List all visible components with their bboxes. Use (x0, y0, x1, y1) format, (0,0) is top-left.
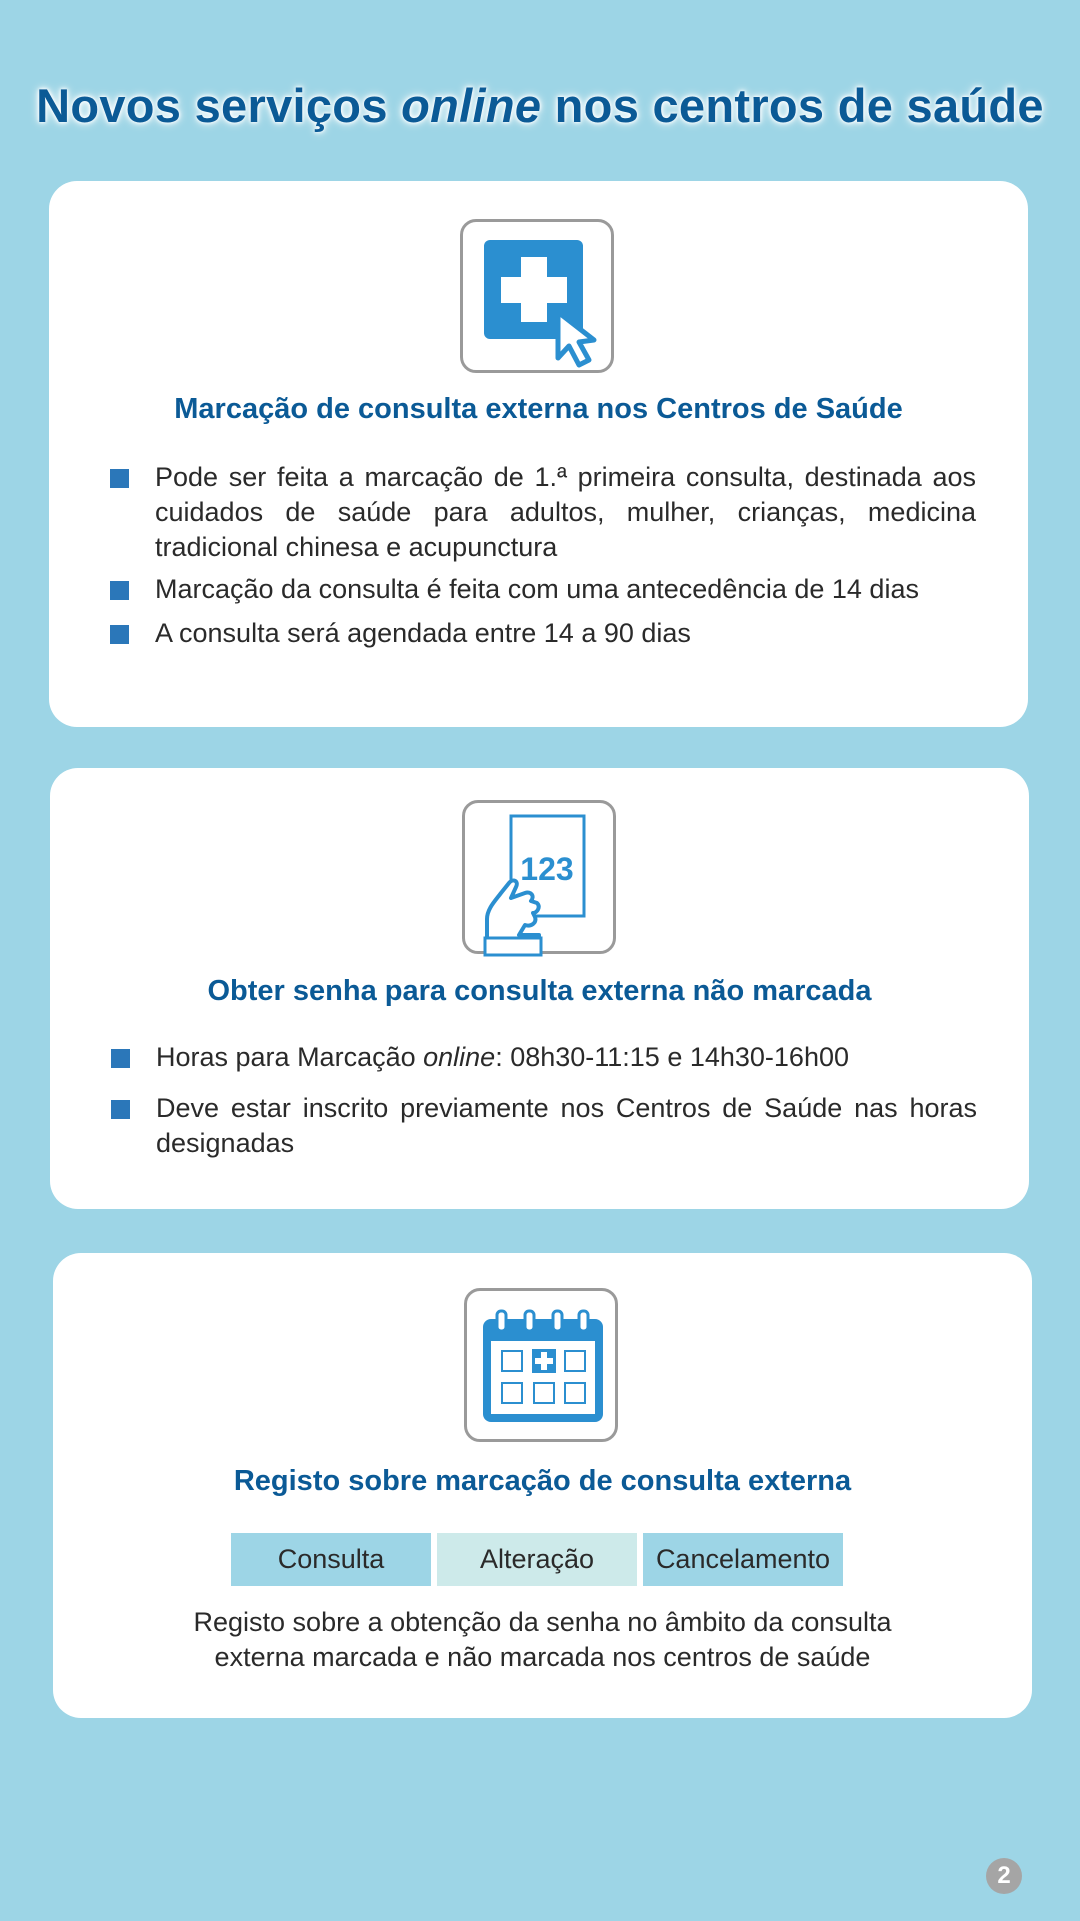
list-item: Marcação da consulta é feita com uma antecedência de 14 dias (110, 572, 976, 607)
section-heading: Marcação de consulta externa nos Centros de Saúde (174, 393, 903, 425)
tab-consulta: Consulta (231, 1533, 431, 1586)
section-heading: Registo sobre marcação de consulta externa (233, 1465, 852, 1497)
bullet-square-icon (111, 1100, 130, 1119)
bullet-square-icon (111, 1049, 130, 1068)
tab-alteracao: Alteração (437, 1533, 637, 1586)
bullet-square-icon (110, 581, 129, 600)
bullet-square-icon (110, 625, 129, 644)
calendar-cross-icon (464, 1288, 618, 1442)
medical-cross-cursor-icon (460, 219, 614, 373)
list-item: Deve estar inscrito previamente nos Centros de Saúde nas horas designadas (111, 1091, 977, 1161)
page-number: 2 (986, 1858, 1022, 1894)
section-walk-in-ticket (50, 768, 1029, 1209)
record-type-tabs (231, 1533, 843, 1586)
section-heading: Obter senha para consulta externa não marcada (207, 975, 872, 1007)
page-title: Novos serviços online nos centros de saúde (36, 79, 1044, 132)
ticket-hand-icon (462, 800, 616, 954)
section-appointment-booking (49, 181, 1028, 727)
bullet-square-icon (110, 469, 129, 488)
list-item: Horas para Marcação online: 08h30-11:15 e 14h30-16h00 (111, 1040, 977, 1075)
bullet-list (110, 460, 976, 651)
bullet-list (111, 1040, 977, 1161)
list-item: Pode ser feita a marcação de 1.ª primeira consulta, destinada aos cuidados de saúde para adultos, mulher, crianças, medicina tradicional chinesa e acupunctura (110, 460, 976, 565)
records-description: Registo sobre a obtenção da senha no âmbito da consulta externa marcada e não marcada nos centros de saúde (193, 1607, 892, 1672)
svg-text:123: 123 (520, 851, 574, 887)
section-appointment-records (53, 1253, 1032, 1718)
list-item: A consulta será agendada entre 14 a 90 dias (110, 616, 976, 651)
tab-cancelamento: Cancelamento (643, 1533, 843, 1586)
